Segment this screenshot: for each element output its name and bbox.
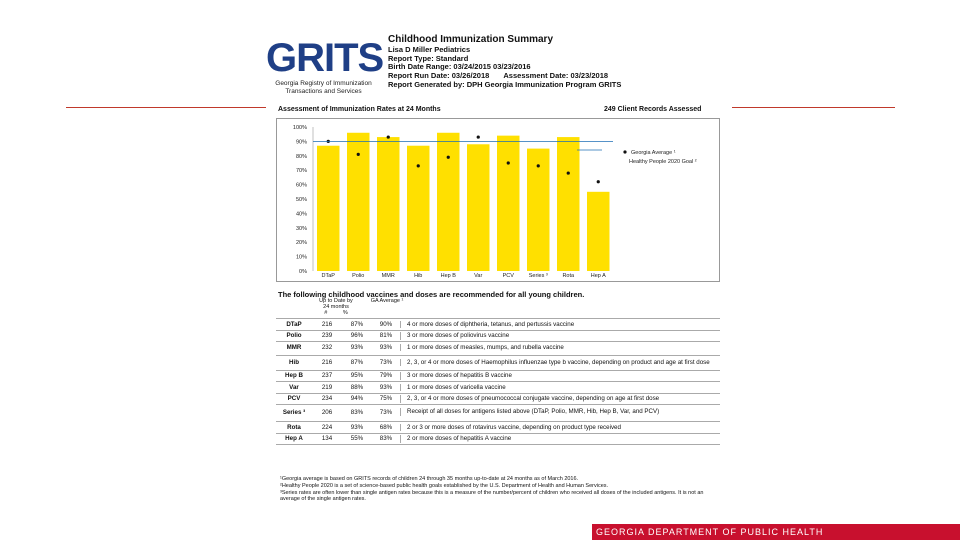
footer-banner: GEORGIA DEPARTMENT OF PUBLIC HEALTH bbox=[592, 524, 960, 540]
bar-pcv bbox=[497, 136, 520, 271]
x-tick-label: Hep B bbox=[440, 273, 456, 279]
clinic-count: 234 bbox=[321, 395, 333, 403]
ga-average: 93% bbox=[379, 383, 393, 391]
clinic-count: 232 bbox=[321, 343, 333, 351]
clinic-percent: 94% bbox=[350, 395, 364, 403]
vaccine-description: 2, 3, or 4 or more doses of Haemophilus influenzae type b vaccine, depending on product and age at first dose bbox=[400, 359, 720, 367]
clinic-percent: 93% bbox=[350, 343, 364, 351]
clinic-count: 216 bbox=[321, 320, 333, 328]
ga-average: 75% bbox=[379, 395, 393, 403]
section-title: Assessment of Immunization Rates at 24 Months bbox=[278, 106, 441, 113]
vaccine-name: Hep B bbox=[285, 372, 303, 380]
legend-avg-label: Georgia Average ¹ bbox=[631, 150, 676, 156]
table-row bbox=[276, 381, 720, 393]
records-assessed: 249 Client Records Assessed bbox=[604, 106, 702, 113]
report-type: Report Type: Standard bbox=[388, 53, 469, 63]
ga-average-point bbox=[417, 164, 420, 167]
birth-date-range: Birth Date Range: 03/24/2015 03/23/2016 bbox=[388, 62, 531, 72]
x-tick-label: Rota bbox=[562, 273, 575, 279]
table-intro: The following childhood vaccines and doses are recommended for all young children. bbox=[278, 290, 585, 299]
clinic-count: 239 bbox=[321, 332, 333, 340]
assessment-date: Assessment Date: 03/23/2018 bbox=[503, 71, 609, 81]
vaccine-name: DTaP bbox=[286, 320, 302, 328]
logo-wordmark: GRITS bbox=[266, 36, 384, 80]
clinic-count: 237 bbox=[321, 372, 333, 380]
x-tick-label: Series ³ bbox=[528, 273, 548, 279]
x-tick-label: Var bbox=[474, 273, 483, 279]
vaccine-name: Var bbox=[289, 383, 299, 391]
table-bottom-rule bbox=[276, 444, 720, 445]
grits-logo bbox=[266, 36, 384, 98]
table-row bbox=[276, 318, 720, 330]
report-header bbox=[388, 36, 688, 90]
logo-subtitle-line2: Transactions and Services bbox=[285, 88, 362, 95]
ga-average: 81% bbox=[379, 332, 393, 340]
x-tick-label: MMR bbox=[381, 273, 395, 279]
ga-average-point bbox=[477, 135, 480, 138]
table-header-clinic bbox=[316, 298, 356, 316]
ga-average: 79% bbox=[379, 372, 393, 380]
legend-avg-marker bbox=[623, 150, 626, 153]
clinic-percent: 96% bbox=[350, 332, 364, 340]
ga-average-point bbox=[507, 161, 510, 164]
ga-average: 93% bbox=[379, 343, 393, 351]
footnotes bbox=[280, 476, 720, 503]
vaccine-name: PCV bbox=[287, 395, 301, 403]
clinic-count: 216 bbox=[321, 359, 333, 366]
vaccine-description: 3 or more doses of hepatitis B vaccine bbox=[400, 372, 720, 380]
y-tick-label: 70% bbox=[295, 168, 307, 175]
ga-average-point bbox=[567, 171, 570, 174]
divider-right bbox=[732, 107, 895, 108]
report-title: Childhood Immunization Summary bbox=[388, 34, 554, 45]
divider-left bbox=[66, 107, 266, 108]
y-tick-label: 20% bbox=[295, 240, 307, 247]
ga-average: 83% bbox=[379, 435, 393, 443]
vaccine-name: MMR bbox=[286, 343, 302, 351]
x-tick-label: Hep A bbox=[590, 273, 606, 279]
vaccine-description: 2, 3, or 4 or more doses of pneumococcal conjugate vaccine, depending on age at first dose bbox=[400, 395, 720, 403]
ga-average: 73% bbox=[379, 408, 393, 416]
bar-rota bbox=[557, 137, 580, 271]
table-row bbox=[276, 433, 720, 445]
ga-average: 73% bbox=[379, 359, 393, 366]
x-tick-label: Hib bbox=[414, 273, 423, 279]
col-clinic-label: Up to Date by 24 months bbox=[319, 298, 353, 310]
report-run-date: Report Run Date: 03/26/2018 bbox=[388, 71, 490, 81]
col-avg-label: GA Average ¹ bbox=[370, 298, 404, 304]
table-row bbox=[276, 393, 720, 405]
ga-average: 90% bbox=[379, 320, 393, 328]
ga-average-point bbox=[447, 156, 450, 159]
vaccine-description: 3 or more doses of poliovirus vaccine bbox=[400, 332, 720, 340]
ga-average-point bbox=[387, 135, 390, 138]
bar-hep-b bbox=[437, 133, 460, 271]
clinic-percent: 93% bbox=[350, 423, 364, 431]
col-count-label: # bbox=[324, 310, 328, 316]
clinic-percent: 87% bbox=[350, 359, 364, 366]
vaccine-description: 1 or more doses of measles, mumps, and rubella vaccine bbox=[400, 344, 720, 352]
vaccine-description: Receipt of all doses for antigens listed above (DTaP, Polio, MMR, Hib, Hep B, Var, and PCV) bbox=[400, 408, 720, 416]
y-tick-label: 90% bbox=[295, 139, 307, 146]
clinic-count: 206 bbox=[321, 408, 333, 416]
table-row bbox=[276, 421, 720, 433]
ga-average-point bbox=[537, 164, 540, 167]
bar-var bbox=[467, 144, 490, 271]
clinic-percent: 83% bbox=[350, 408, 364, 416]
clinic-count: 219 bbox=[321, 383, 333, 391]
vaccine-description: 2 or 3 or more doses of rotavirus vaccine, depending on product type received bbox=[400, 424, 720, 432]
clinic-name: Lisa D Miller Pediatrics bbox=[388, 44, 471, 54]
vaccine-name: Polio bbox=[286, 332, 302, 340]
y-tick-label: 40% bbox=[295, 211, 307, 218]
chart-svg bbox=[277, 119, 719, 281]
bar-mmr bbox=[377, 137, 400, 271]
immunization-chart bbox=[276, 118, 720, 282]
y-tick-label: 80% bbox=[295, 153, 307, 160]
vaccine-name: Rota bbox=[287, 423, 301, 431]
vaccine-name: Series ³ bbox=[282, 408, 306, 416]
vaccine-name: Hib bbox=[289, 359, 299, 366]
bar-dtap bbox=[317, 146, 340, 271]
table-row bbox=[276, 330, 720, 342]
ga-average-point bbox=[597, 180, 600, 183]
y-tick-label: 30% bbox=[295, 225, 307, 232]
vaccine-description: 1 or more doses of varicella vaccine bbox=[400, 384, 720, 392]
clinic-percent: 87% bbox=[350, 320, 364, 328]
y-tick-label: 50% bbox=[295, 197, 307, 203]
table-row bbox=[276, 370, 720, 382]
table-row bbox=[276, 355, 720, 370]
logo-subtitle bbox=[266, 80, 381, 96]
y-tick-label: 0% bbox=[299, 269, 307, 275]
vaccine-table bbox=[276, 318, 720, 445]
vaccine-description: 2 or more doses of hepatitis A vaccine bbox=[400, 435, 720, 443]
vaccine-name: Hep A bbox=[285, 435, 303, 443]
clinic-percent: 88% bbox=[350, 383, 364, 391]
vaccine-description: 4 or more doses of diphtheria, tetanus, and pertussis vaccine bbox=[400, 321, 720, 329]
col-pct-label: % bbox=[342, 310, 348, 316]
clinic-percent: 95% bbox=[350, 372, 364, 380]
footnote-1: ¹Georgia average is based on GRITS records of children 24 through 35 months up-to-date at 24 months as of March 2016. bbox=[280, 476, 579, 482]
x-tick-label: Polio bbox=[352, 273, 365, 279]
table-row bbox=[276, 341, 720, 353]
bar-hep-a bbox=[587, 192, 610, 271]
x-tick-label: DTaP bbox=[321, 273, 335, 279]
y-tick-label: 10% bbox=[295, 254, 307, 261]
legend-goal-label: Healthy People 2020 Goal ² bbox=[629, 159, 697, 165]
logo-subtitle-line1: Georgia Registry of Immunization bbox=[275, 80, 372, 87]
footnote-2: ²Healthy People 2020 is a set of science-based public health goals established by the U.S. Department of Health and Human Services. bbox=[280, 482, 609, 489]
footnote-3: ³Series rates are often lower than single antigen rates because this is a measure of the number/percent of children who received all doses of the included antigens. It is not an average of the single antigen rates. bbox=[280, 489, 704, 503]
table-row bbox=[276, 404, 720, 419]
ga-average: 68% bbox=[379, 423, 393, 431]
y-tick-label: 60% bbox=[295, 182, 307, 189]
clinic-count: 224 bbox=[321, 423, 333, 431]
report-generated-by: Report Generated by: DPH Georgia Immunization Program GRITS bbox=[388, 79, 622, 89]
ga-average-point bbox=[357, 153, 360, 156]
x-tick-label: PCV bbox=[502, 273, 514, 279]
y-tick-label: 100% bbox=[292, 125, 307, 131]
clinic-count: 134 bbox=[321, 435, 333, 443]
clinic-percent: 55% bbox=[350, 435, 364, 443]
